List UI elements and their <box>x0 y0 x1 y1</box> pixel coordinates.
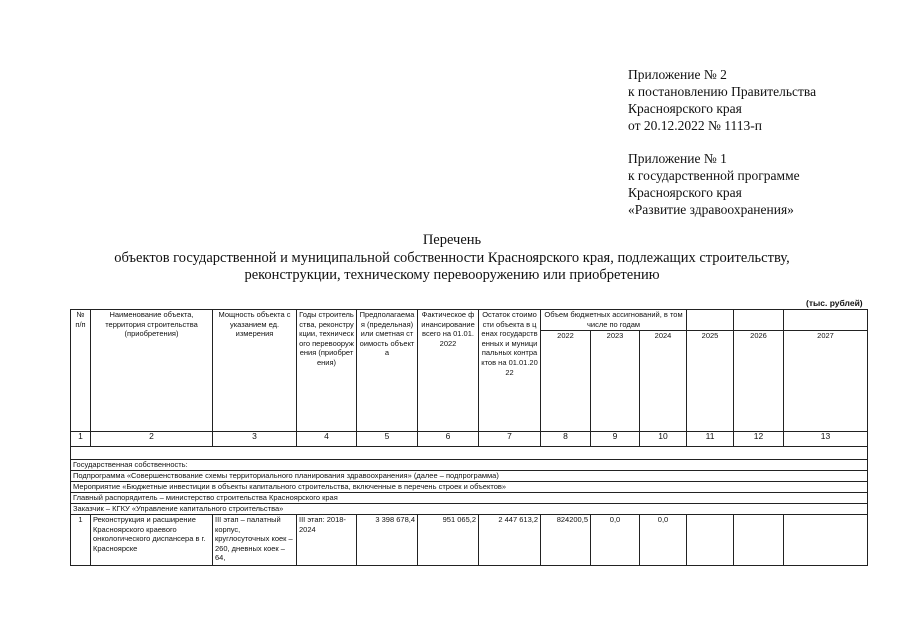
column-number: 3 <box>213 432 297 447</box>
header-blank-2027 <box>784 310 868 331</box>
document-title: Перечень <box>422 232 482 248</box>
column-number: 12 <box>734 432 784 447</box>
column-number: 10 <box>640 432 687 447</box>
appendix-1-block <box>628 150 800 218</box>
appendix-1-line-3: Красноярского края <box>628 185 742 200</box>
column-number: 4 <box>297 432 357 447</box>
header-year-2023: 2023 <box>591 331 640 432</box>
row-object-name: Реконструкция и расширение Красноярского краевого онкологического диспансера в г. Красноярске <box>91 515 213 566</box>
column-number: 5 <box>357 432 418 447</box>
column-number: 9 <box>591 432 640 447</box>
row-budget-2026 <box>734 515 784 566</box>
column-number: 6 <box>418 432 479 447</box>
header-blank-2025 <box>687 310 734 331</box>
appendix-2-line-4: от 20.12.2022 № 1113-п <box>628 118 762 133</box>
header-blank-2026 <box>734 310 784 331</box>
row-budget-2025 <box>687 515 734 566</box>
header-year-2026: 2026 <box>734 331 784 432</box>
row-budget-2027 <box>784 515 868 566</box>
column-number: 13 <box>784 432 868 447</box>
appendix-1-line-2: к государственной программе <box>628 168 800 183</box>
row-remaining-cost: 2 447 613,2 <box>479 515 541 566</box>
spacer-row <box>71 447 868 460</box>
appendix-2-block <box>628 66 816 134</box>
appendix-1-line-4: «Развитие здравоохранения» <box>628 202 794 217</box>
header-budget-group: Объем бюджетных ассигнований, в том числе по годам <box>541 310 687 331</box>
header-year-2024: 2024 <box>640 331 687 432</box>
row-budget-2022: 824200,5 <box>541 515 591 566</box>
column-number: 2 <box>91 432 213 447</box>
header-estimated: Предполагаемая (предельная) или сметная стоимость объекта <box>357 310 418 432</box>
column-number: 11 <box>687 432 734 447</box>
row-estimated-cost: 3 398 678,4 <box>357 515 418 566</box>
row-years: III этап: 2018-2024 <box>297 515 357 566</box>
table-row <box>71 515 868 566</box>
section-customer: Заказчик – КГКУ «Управление капитального строительства» <box>71 504 868 515</box>
appendix-2-line-2: к постановлению Правительства <box>628 84 817 99</box>
header-year-2025: 2025 <box>687 331 734 432</box>
header-year-2027: 2027 <box>784 331 868 432</box>
document-subtitle-line-2: реконструкции, техническому перевооружению или приобретению <box>244 267 660 283</box>
section-ownership: Государственная собственность: <box>71 460 868 471</box>
header-name: Наименование объекта, территория строительства (приобретения) <box>91 310 213 432</box>
objects-table <box>70 309 868 566</box>
document-subtitle-line-1: объектов государственной и муниципальной собственности Красноярского края, подлежащих строительству, <box>114 250 790 266</box>
column-number: 1 <box>71 432 91 447</box>
row-capacity: III этап – палатный корпус, круглосуточных коек – 260, дневных коек – 64, <box>213 515 297 566</box>
appendix-2-line-1: Приложение № 2 <box>628 67 727 82</box>
row-budget-2023: 0,0 <box>591 515 640 566</box>
row-budget-2024: 0,0 <box>640 515 687 566</box>
column-numbers-row <box>71 432 868 447</box>
units-label: (тыс. рублей) <box>806 298 863 308</box>
header-num: № п/п <box>71 310 91 432</box>
section-manager: Главный распорядитель – министерство строительства Красноярского края <box>71 493 868 504</box>
section-subprogram: Подпрограмма «Совершенствование схемы территориального планирования здравоохранения» (далее – подпрограмма) <box>71 471 868 482</box>
header-actual: Фактическое финансирование всего на 01.01.2022 <box>418 310 479 432</box>
row-num: 1 <box>71 515 91 566</box>
header-years: Годы строительства, реконструкции, технического перевооружения (приобретения) <box>297 310 357 432</box>
appendix-2-line-3: Красноярского края <box>628 101 742 116</box>
column-number: 8 <box>541 432 591 447</box>
header-year-2022: 2022 <box>541 331 591 432</box>
header-remaining: Остаток стоимости объекта в ценах государственных и муниципальных контрактов на 01.01.2022 <box>479 310 541 432</box>
header-capacity: Мощность объекта с указанием ед. измерения <box>213 310 297 432</box>
section-measure: Мероприятие «Бюджетные инвестиции в объекты капитального строительства, включенные в перечень строек и объектов» <box>71 482 868 493</box>
appendix-1-line-1: Приложение № 1 <box>628 151 727 166</box>
row-actual-financing: 951 065,2 <box>418 515 479 566</box>
column-number: 7 <box>479 432 541 447</box>
